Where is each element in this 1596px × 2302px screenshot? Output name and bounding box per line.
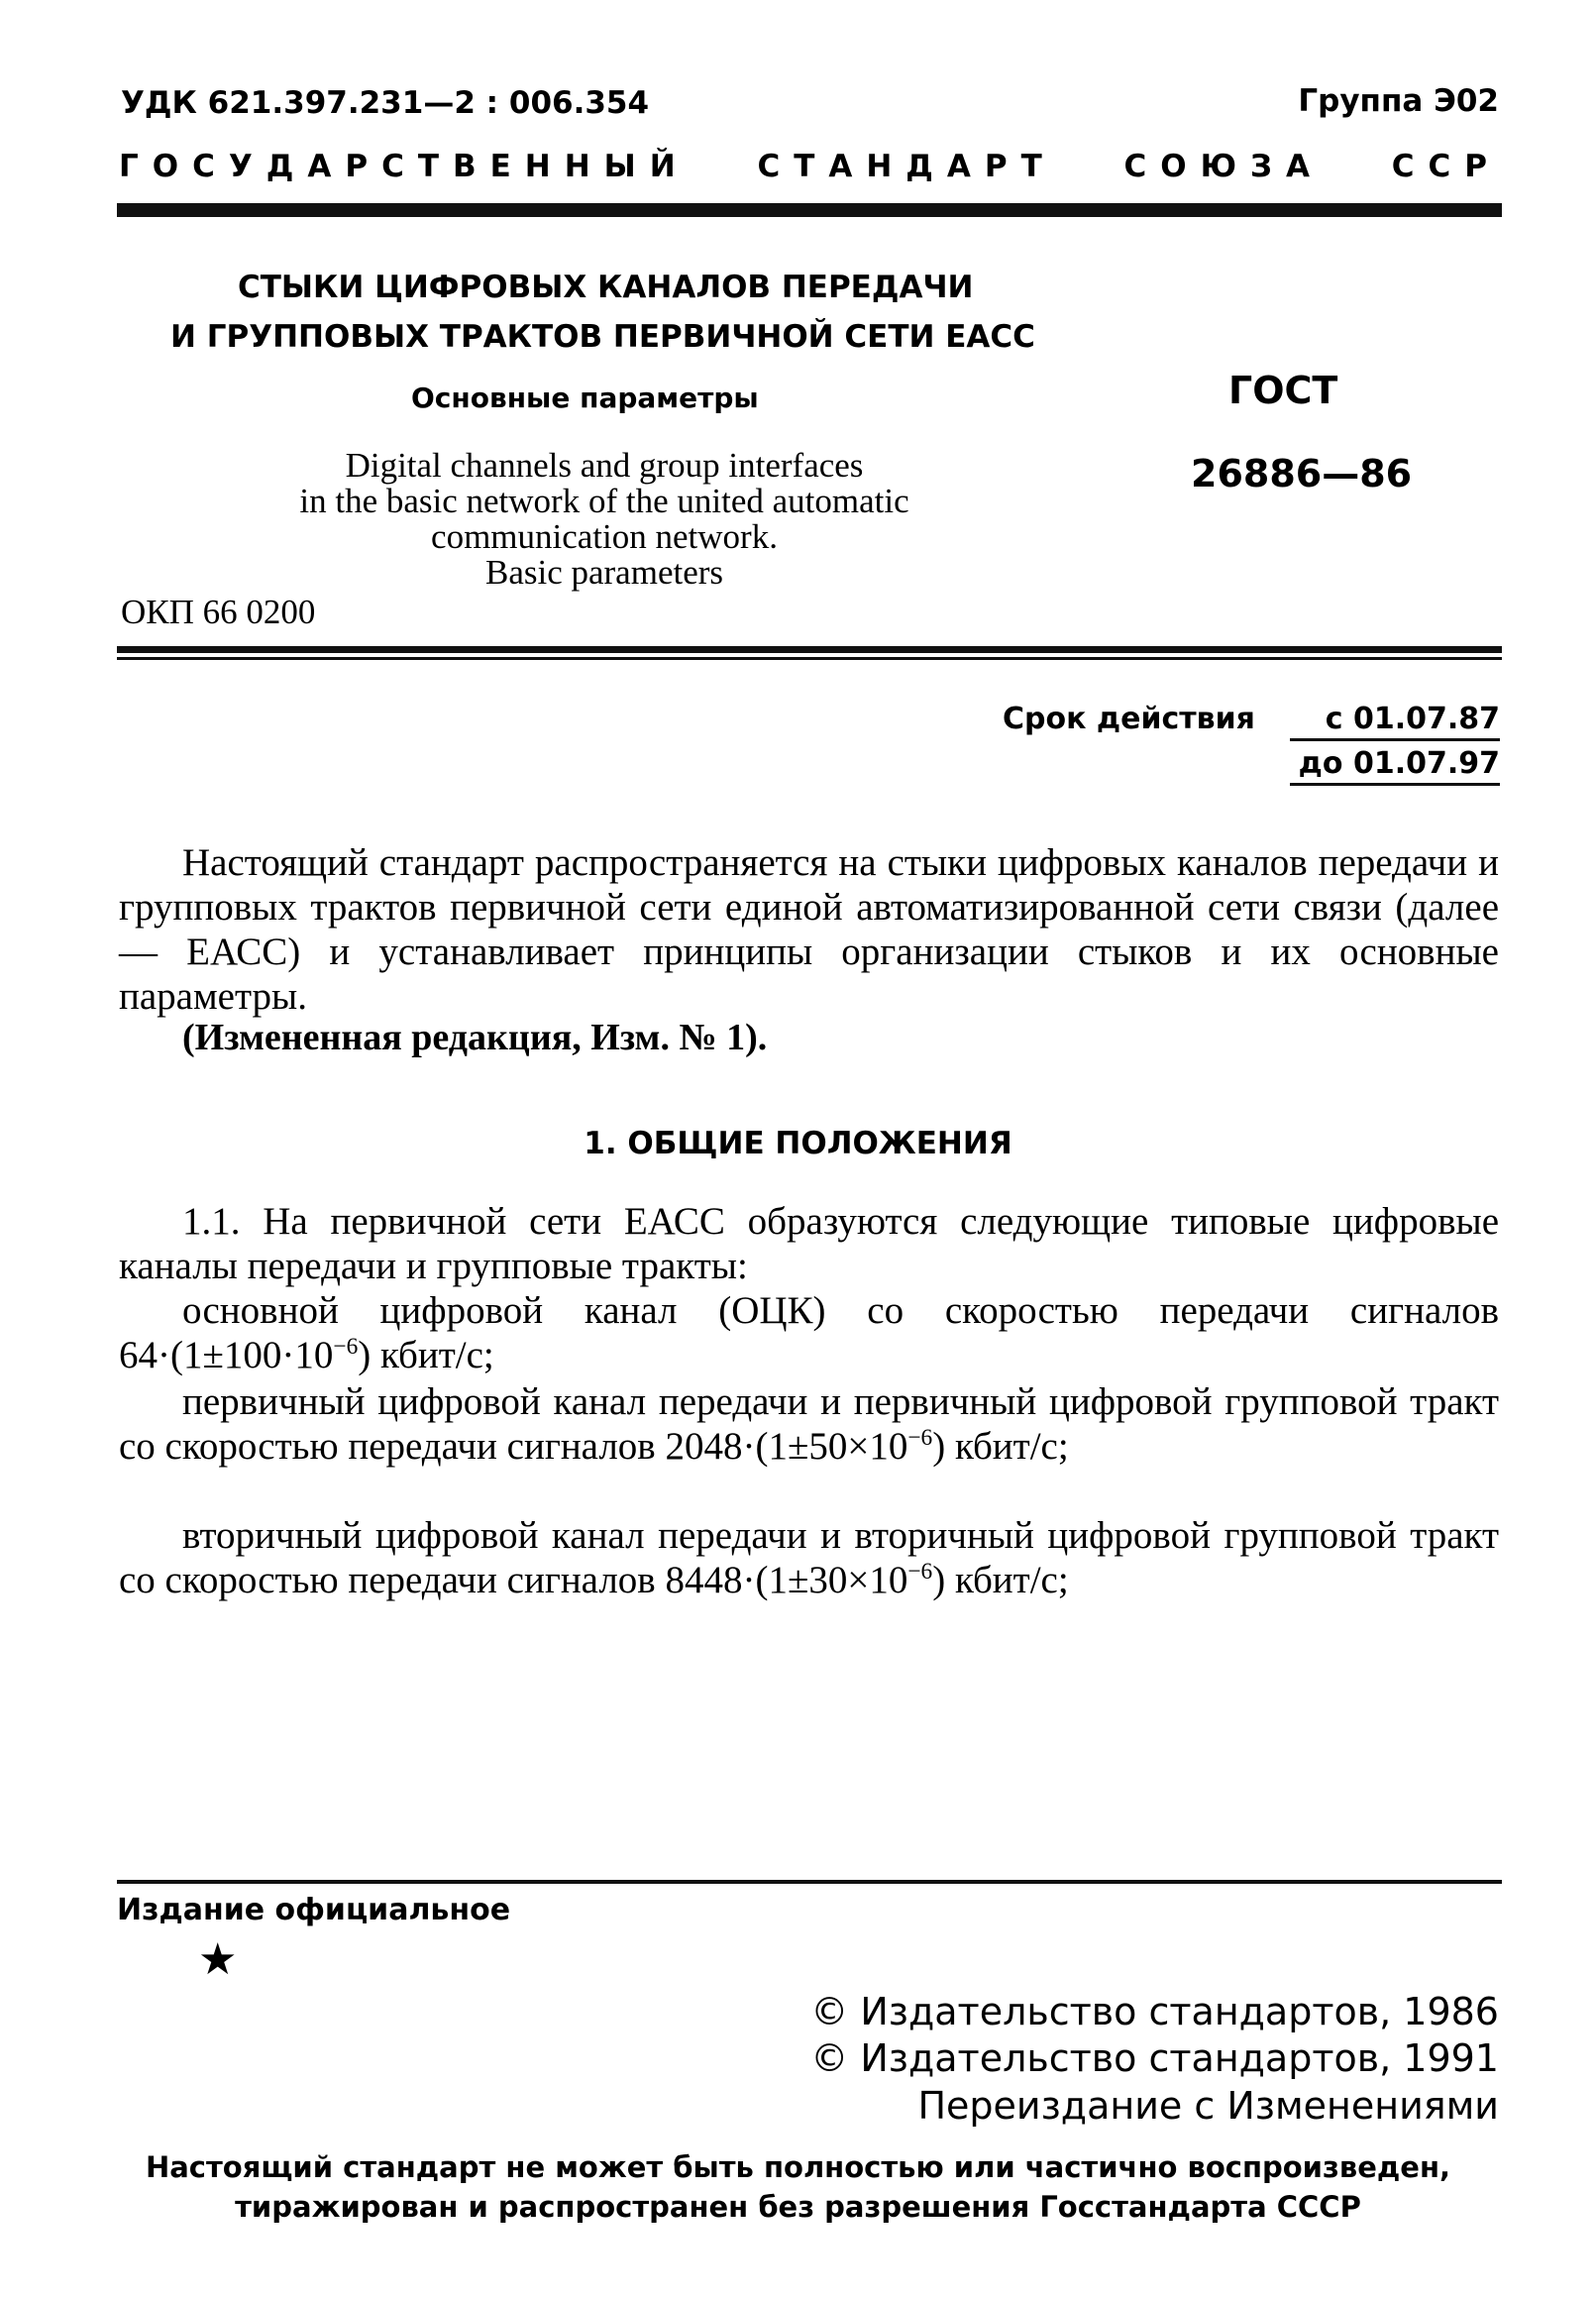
footer-rule xyxy=(117,1880,1502,1884)
item-text: вторичный цифровой канал передачи и вторичный цифровой групповой тракт со скоростью передачи сигналов 8448·(1±30×10 xyxy=(119,1514,1499,1601)
list-item-secondary xyxy=(119,1513,1499,1602)
title-rule-thin xyxy=(117,657,1502,660)
banner-word: СТАНДАРТ xyxy=(757,149,1056,184)
list-item-primary xyxy=(119,1379,1499,1469)
validity-label: Срок действия xyxy=(1003,702,1255,736)
validity-to: до 01.07.97 xyxy=(1290,746,1500,786)
copyright-1991: © Издательство стандартов, 1991 xyxy=(810,2036,1499,2080)
title-rule-thick xyxy=(117,646,1502,653)
item-tail: ) кбит/с; xyxy=(932,1425,1069,1468)
copyright-notice-line-2: тиражирован и распространен без разрешения Госстандарта СССР xyxy=(235,2190,1361,2224)
title-line-2: И ГРУППОВЫХ ТРАКТОВ ПЕРВИЧНОЙ СЕТИ ЕАСС xyxy=(170,319,1035,355)
validity-from: с 01.07.87 xyxy=(1290,702,1500,741)
intro-paragraph: Настоящий стандарт распространяется на стыки цифровых каналов передачи и групповых трактов первичной сети единой автоматизированной сети связи (далее — ЕАСС) и устанавливает принципы организации стыков и их основные параметры. xyxy=(119,841,1499,1018)
subtitle: Основные параметры xyxy=(411,382,759,414)
state-standard-banner xyxy=(119,149,1501,184)
english-title-line: Basic parameters xyxy=(484,553,724,592)
banner-word: ССР xyxy=(1391,149,1501,184)
english-title xyxy=(228,448,981,591)
section-title: 1. ОБЩИЕ ПОЛОЖЕНИЯ xyxy=(584,1126,1012,1161)
list-item-ock xyxy=(119,1288,1499,1377)
amendment-note: (Измененная редакция, Изм. № 1). xyxy=(182,1017,768,1058)
item-text: основной цифровой канал (ОЦК) со скоростью передачи сигналов 64·(1±100·10 xyxy=(119,1289,1499,1376)
gost-number: 26886—86 xyxy=(1191,452,1413,495)
item-tail: ) кбит/с; xyxy=(932,1559,1069,1601)
english-title-line: in the basic network of the united automatic xyxy=(299,482,909,520)
item-exponent: −6 xyxy=(333,1334,359,1360)
udk-code: УДК 621.397.231—2 : 006.354 xyxy=(121,85,650,121)
item-text: первичный цифровой канал передачи и первичный цифровой групповой тракт со скоростью передачи сигналов 2048·(1±50×10 xyxy=(119,1380,1499,1468)
official-edition: Издание официальное xyxy=(117,1893,511,1927)
copyright-notice-line-1: Настоящий стандарт не может быть полностью или частично воспроизведен, xyxy=(145,2150,1451,2184)
group-code: Группа Э02 xyxy=(1298,83,1499,119)
header-rule xyxy=(117,203,1502,217)
banner-word: ГОСУДАРСТВЕННЫЙ xyxy=(119,149,690,184)
item-tail: ) кбит/с; xyxy=(358,1334,494,1376)
reissue-note: Переиздание с Изменениями xyxy=(917,2084,1499,2128)
item-exponent: −6 xyxy=(907,1559,933,1585)
clause-1-1: 1.1. На первичной сети ЕАСС образуются следующие типовые цифровые каналы передачи и групповые тракты: xyxy=(119,1200,1499,1287)
title-line-1: СТЫКИ ЦИФРОВЫХ КАНАЛОВ ПЕРЕДАЧИ xyxy=(238,270,974,305)
banner-word: СОЮЗА xyxy=(1123,149,1325,184)
okp-code: ОКП 66 0200 xyxy=(121,593,316,631)
copyright-1986: © Издательство стандартов, 1986 xyxy=(810,1990,1499,2033)
star-icon: ★ xyxy=(198,1934,238,1985)
english-title-line: communication network. xyxy=(431,517,778,556)
item-exponent: −6 xyxy=(907,1425,933,1451)
gost-label: ГОСТ xyxy=(1228,369,1338,412)
english-title-line: Digital channels and group interfaces xyxy=(345,446,864,485)
